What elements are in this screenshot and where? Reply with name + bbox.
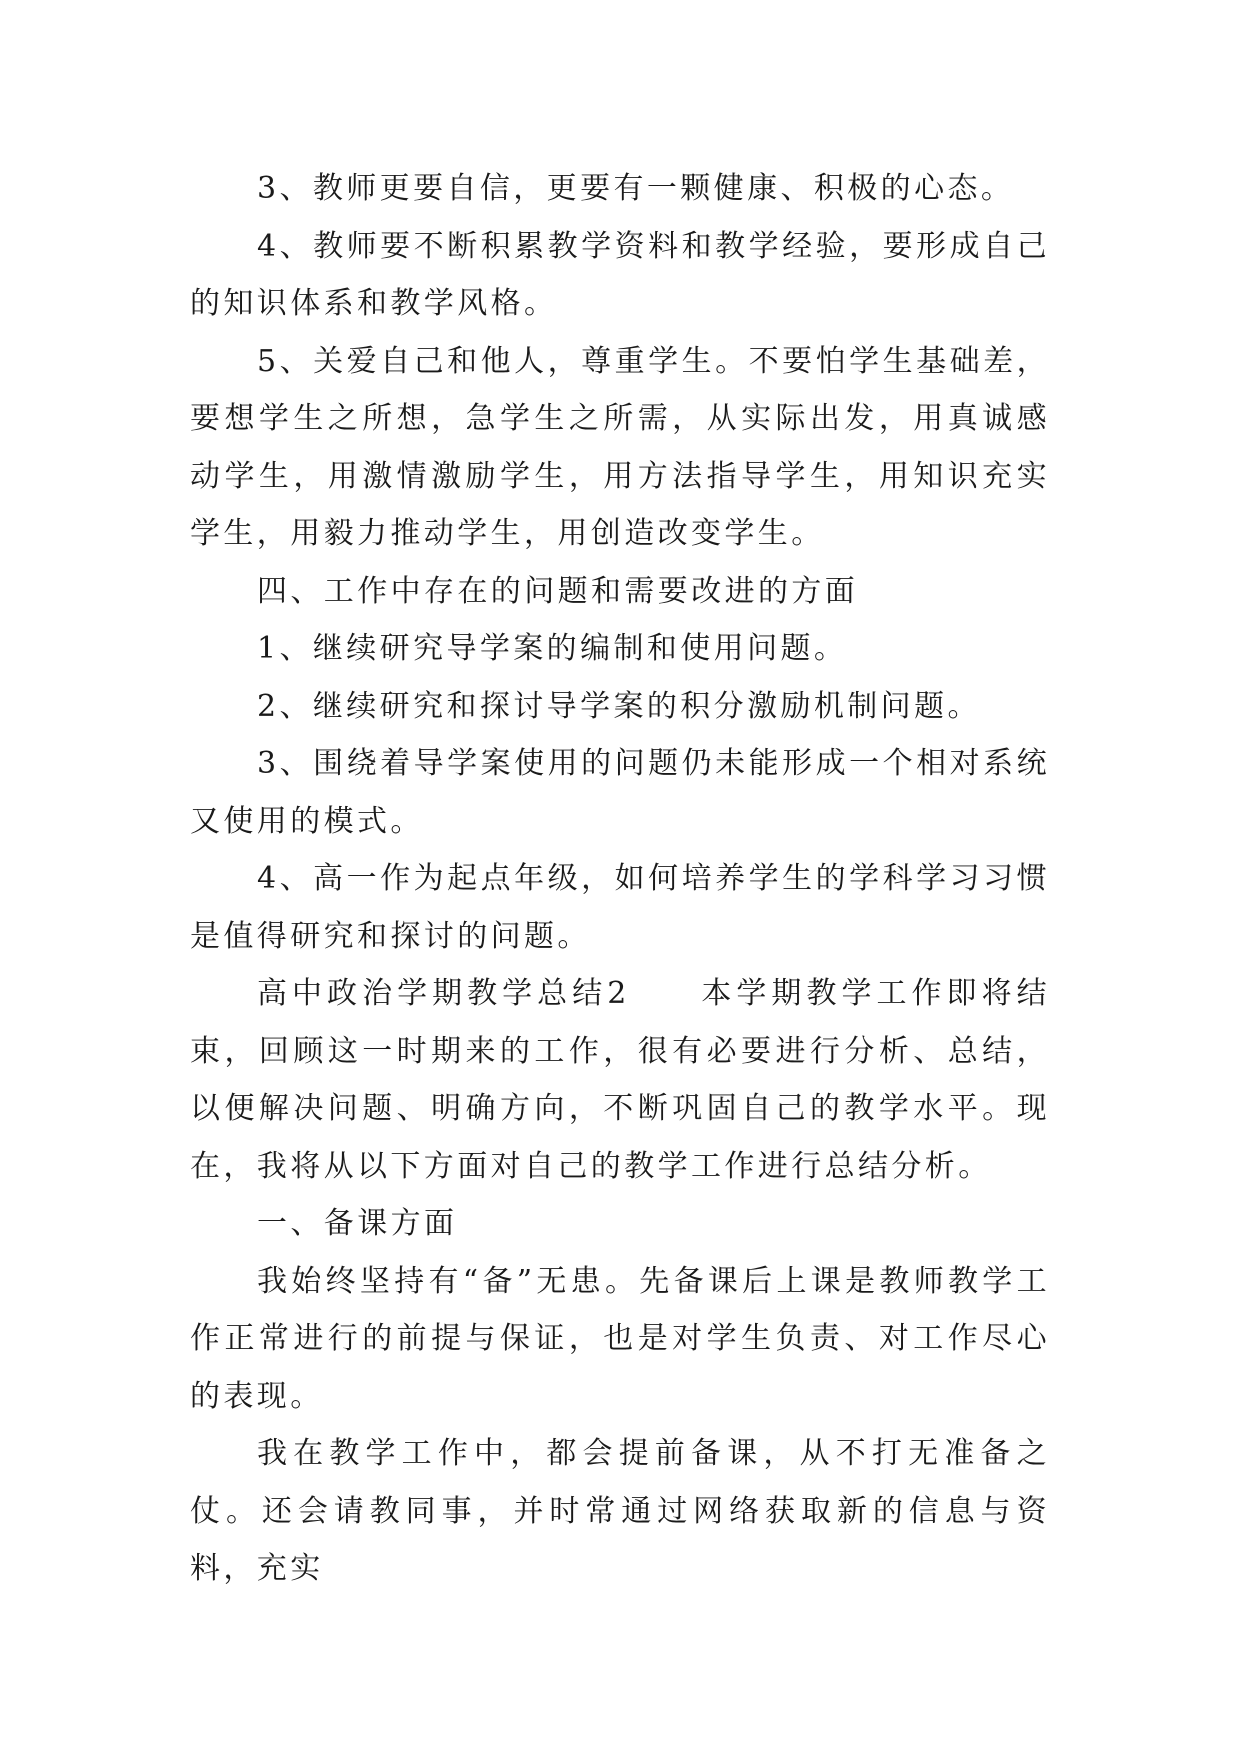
paragraph-problem-3: 3、围绕着导学案使用的问题仍未能形成一个相对系统又使用的模式。 — [190, 746, 1050, 839]
paragraph-item-4-accumulate: 4、教师要不断积累教学资料和教学经验，要形成自己的知识体系和教学风格。 — [190, 228, 1050, 321]
paragraph-item-5-care-students: 5、关爱自己和他人，尊重学生。不要怕学生基础差，要想学生之所想，急学生之所需，从实际出发，用真诚感动学生，用激情激励学生，用方法指导学生，用知识充实学生，用毅力推动学生，用创造改变学生。 — [190, 343, 1050, 551]
paragraph-lesson-prep-1: 我始终坚持有“备”无患。先备课后上课是教师教学工作正常进行的前提与保证，也是对学生负责、对工作尽心的表现。 — [190, 1263, 1050, 1414]
section-heading-lesson-prep: 一、备课方面 — [257, 1206, 458, 1241]
paragraph-item-3-confidence: 3、教师更要自信，更要有一颗健康、积极的心态。 — [257, 171, 1015, 206]
document-body — [190, 160, 1050, 1598]
section-heading-problems: 四、工作中存在的问题和需要改进的方面 — [257, 573, 859, 609]
paragraph-problem-2: 2、继续研究和探讨导学案的积分激励机制问题。 — [257, 688, 981, 724]
paragraph-lesson-prep-2: 我在教学工作中，都会提前备课，从不打无准备之仗。还会请教同事，并时常通过网络获取新的信息与资料，充实 — [190, 1436, 1050, 1586]
paragraph-problem-4: 4、高一作为起点年级，如何培养学生的学科学习习惯是值得研究和探讨的问题。 — [190, 861, 1050, 954]
paragraph-summary-2-intro: 高中政治学期教学总结2 本学期教学工作即将结束，回顾这一时期来的工作，很有必要进行分析、总结，以便解决问题、明确方向，不断巩固自己的教学水平。现在，我将从以下方面对自己的教学工作进行总结分析。 — [190, 976, 1050, 1184]
paragraph-problem-1: 1、继续研究导学案的编制和使用问题。 — [257, 631, 848, 666]
